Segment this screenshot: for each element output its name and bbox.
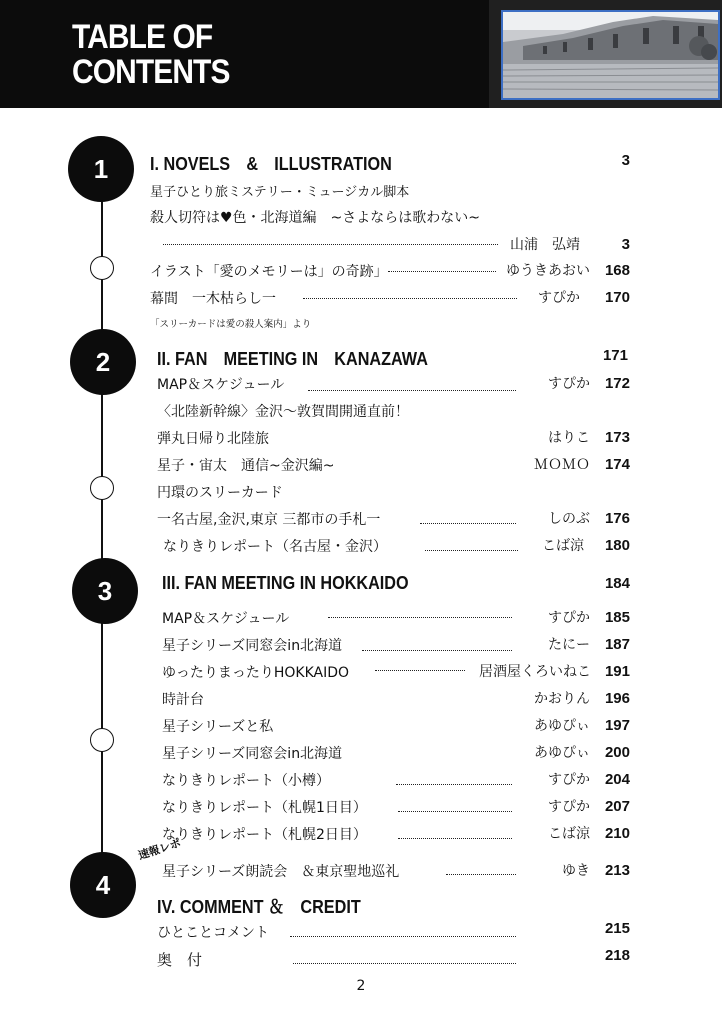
s3-entry-title: MAP＆スケジュール [162,611,290,627]
s2-e3-page: 174 [604,456,630,473]
s3-entry-author: ゆき [562,863,590,879]
section-3-page: 184 [604,575,630,592]
s3-entry-author: すぴか [548,610,590,626]
s2-e4-title: 一名古屋,金沢,東京 三都市の手札一 [157,512,381,528]
s2-e1-author: すぴか [548,376,590,392]
s3-entry-page: 191 [604,663,630,680]
s2-e5-author: こば涼 [542,538,584,554]
s3-entry-page: 210 [604,825,630,842]
s3-entry-page: 200 [604,744,630,761]
leader-dots [388,271,496,272]
timeline-ring [90,728,114,752]
s3-entry-author: かおりん [534,691,590,707]
s4-e2-page: 218 [604,947,630,964]
s1-e2-page: 168 [604,262,630,279]
s3-entry-page: 187 [604,636,630,653]
s2-e1-title: MAP＆スケジュール [157,377,285,393]
s1-e3-author: すぴか [538,290,580,306]
leader-dots [308,390,516,391]
leader-dots [290,936,516,937]
leader-dots [293,963,516,964]
s3-entry-author: すぴか [548,799,590,815]
s2-e3-title: 星子・宙太 通信~金沢編~ [157,458,335,474]
section-1-title: I. NOVELS & ILLUSTRATION [150,154,392,174]
header-banner [0,0,722,108]
s1-e1-author: 山浦 弘靖 [510,237,580,253]
timeline-ring [90,256,114,280]
s2-e4-author: しのぶ [548,511,590,527]
s3-entry-author: こば涼 [548,826,590,842]
section-number-4: 4 [70,852,136,918]
s2-subtitle-2: 円環のスリーカード [157,485,283,501]
s3-entry-title: 星子シリーズ同窓会in北海道 [162,638,343,654]
s3-entry-page: 204 [604,771,630,788]
s2-e1-page: 172 [604,375,630,392]
s3-entry-author: すぴか [548,772,590,788]
s2-e3-author: ＭＯＭＯ [534,457,590,473]
s1-e3-title: 幕間 一木枯らし一 [150,291,276,307]
leader-dots [163,244,498,245]
s3-entry-page: 196 [604,690,630,707]
s2-e4-page: 176 [604,510,630,527]
s3-entry-page: 213 [604,862,630,879]
section-number-2: 2 [70,329,136,395]
s1-e2-title: イラスト「愛のメモリーは」の奇跡」 [150,264,388,280]
s4-e1-title: ひとことコメント [157,925,269,941]
s4-e1-page: 215 [604,920,630,937]
s3-entry-title: 星子シリーズ同窓会in北海道 [162,746,343,762]
s4-e2-title: 奥 付 [157,951,203,969]
s3-entry-page: 197 [604,717,630,734]
s3-entry-title: 星子シリーズと私 [162,719,274,735]
s3-entry-title: なりきりレポート（札幌2日目） [162,827,367,843]
s3-entry-title: なりきりレポート（札幌1日目） [162,800,367,816]
s3-entry-title: なりきりレポート（小樽） [162,773,330,789]
s3-entry-page: 207 [604,798,630,815]
section-2-title: II. FAN MEETING IN KANAZAWA [157,349,428,369]
section-4-title: IV. COMMENT ＆ CREDIT [157,897,361,917]
s2-e5-title: なりきりレポート（名古屋・金沢） [163,539,387,555]
section-2-page: 171 [602,347,628,364]
s1-subtitle-1: 星子ひとり旅ミステリー・ミュージカル脚本 [150,185,410,200]
s1-e1-page: 3 [621,236,630,253]
s3-entry-author: あゆぴぃ [534,745,590,761]
s2-e2-title: 弾丸日帰り北陸旅 [157,431,269,447]
s2-e5-page: 180 [604,537,630,554]
s2-e2-author: はりこ [548,430,590,446]
s2-subtitle-1: 〈北陸新幹線〉金沢～敦賀間開通直前！ [157,404,409,420]
s3-entry-title: 星子シリーズ朗読会 ＆東京聖地巡礼 [162,864,400,880]
s3-entry-author: あゆぴぃ [534,718,590,734]
s2-e2-page: 173 [604,429,630,446]
canal-warehouse-illustration [503,12,718,98]
leader-dots [375,670,465,671]
s1-e3-page: 170 [604,289,630,306]
s1-subtitle-2: 殺人切符は♥色・北海道編 ~さよならは歌わない~ [150,210,481,226]
page-title: TABLE OF CONTENTS [72,18,230,91]
s1-note: 「スリーカードは愛の殺人案内」より [150,319,312,330]
section-number-1: 1 [68,136,134,202]
section-number-3: 3 [72,558,138,624]
canal-photo [501,10,720,100]
section-3-title: III. FAN MEETING IN HOKKAIDO [162,573,409,593]
s3-entry-page: 185 [604,609,630,626]
sokuho-tag: 速報レポ [136,836,183,863]
section-1-page: 3 [621,152,630,169]
s1-e2-author: ゆうきあおい [506,263,590,279]
photo-stamp [489,0,722,108]
s3-entry-author: たにー [548,637,590,653]
s3-entry-author: 居酒屋くろいねこ [479,664,591,680]
timeline-ring [90,476,114,500]
leader-dots [328,617,512,618]
s3-entry-title: 時計台 [162,692,204,708]
s3-entry-title: ゆったりまったりHOKKAIDO [162,665,350,681]
page-number: 2 [356,978,366,994]
